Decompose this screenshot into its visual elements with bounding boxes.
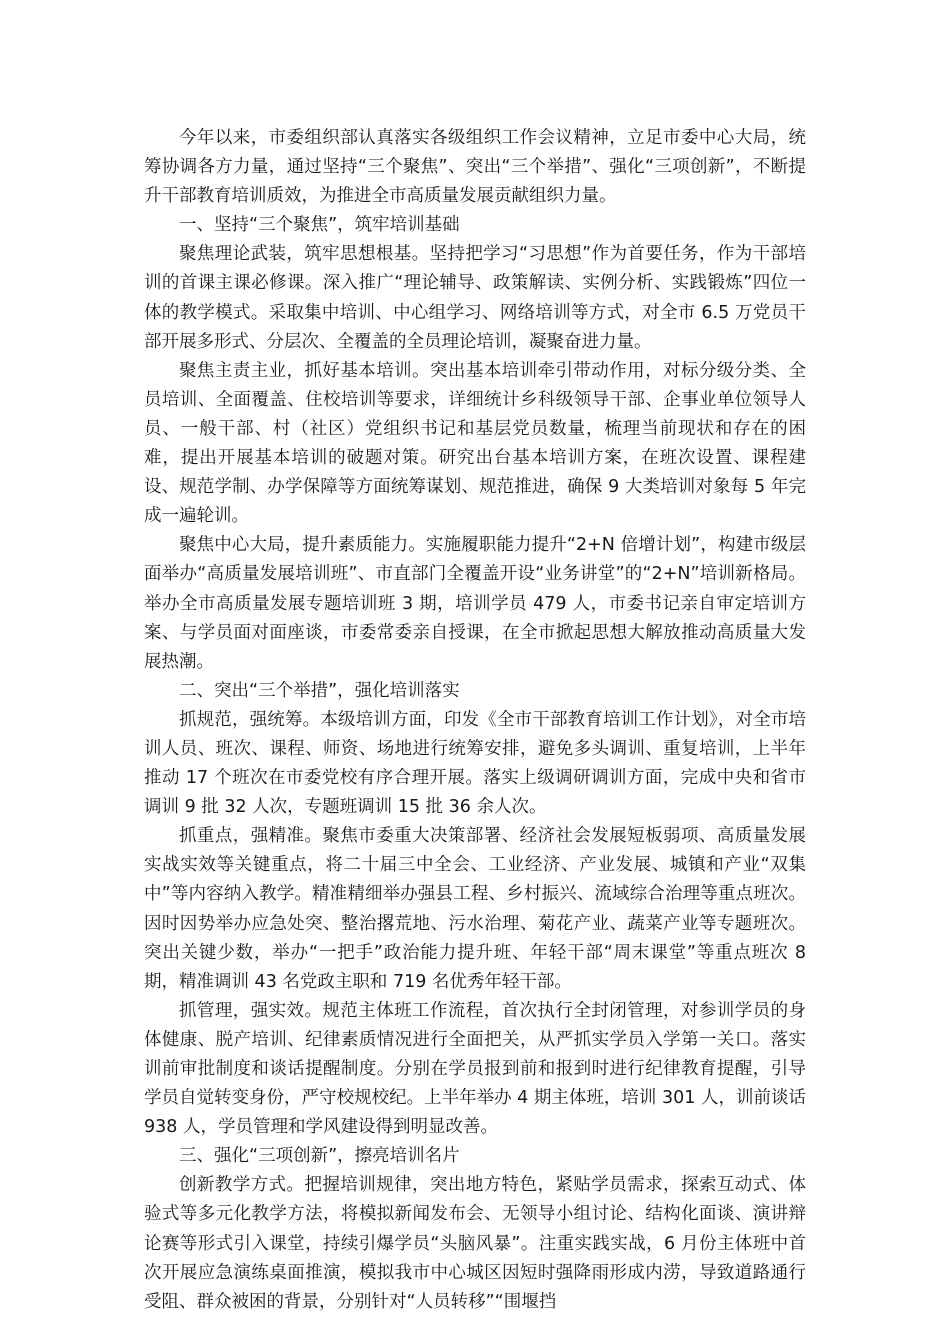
section-heading-1: 一、坚持“三个聚焦”，筑牢培训基础 bbox=[179, 215, 460, 236]
body-paragraph: 抓重点，强精准。聚焦市委重大决策部署、经济社会发展短板弱项、高质量发展实战实效等关键重点，将二十届三中全会、工业经济、产业发展、城镇和产业“双集中”等内容纳入教学。精准精细举办强县工程、乡村振兴、流域综合治理等重点班次。因时因势举办应急处突、整治撂荒地、污水治理、菊花产业、蔬菜产业等专题班次。突出关键少数，举办“一把手”政治能力提升班、年轻干部“周末课堂”等重点班次 8 期，精准调训 43 名党政主职和 719 名优秀年轻干部。 bbox=[144, 826, 806, 992]
section-heading-3: 三、强化“三项创新”，擦亮培训名片 bbox=[179, 1146, 460, 1167]
body-paragraph: 聚焦理论武装，筑牢思想根基。坚持把学习“习思想”作为首要任务，作为干部培训的首课主课必修课。深入推广“理论辅导、政策解读、实例分析、实践锻炼”四位一体的教学模式。采取集中培训、中心组学习、网络培训等方式，对全市 6.5 万党员干部开展多形式、分层次、全覆盖的全员理论培训，凝聚奋进力量。 bbox=[144, 244, 806, 352]
document-body bbox=[144, 124, 806, 1317]
intro-paragraph: 今年以来，市委组织部认真落实各级组织工作会议精神，立足市委中心大局，统筹协调各方力量，通过坚持“三个聚焦”、突出“三个举措”、强化“三项创新”，不断提升干部教育培训质效，为推进全市高质量发展贡献组织力量。 bbox=[144, 128, 806, 207]
body-paragraph: 聚焦主责主业，抓好基本培训。突出基本培训牵引带动作用，对标分级分类、全员培训、全面覆盖、住校培训等要求，详细统计乡科级领导干部、企事业单位领导人员、一般干部、村（社区）党组织书记和基层党员数量，梳理当前现状和存在的困难，提出开展基本培训的破题对策。研究出台基本培训方案，在班次设置、课程建设、规范学制、办学保障等方面统筹谋划、规范推进，确保 9 大类培训对象每 5 年完成一遍轮训。 bbox=[144, 360, 806, 527]
section-heading-2: 二、突出“三个举措”，强化培训落实 bbox=[179, 680, 460, 701]
body-paragraph: 创新教学方式。把握培训规律，突出地方特色，紧贴学员需求，探索互动式、体验式等多元化教学方法，将模拟新闻发布会、无领导小组讨论、结构化面谈、演讲辩论赛等形式引入课堂，持续引爆学员“头脑风暴”。注重实践实战，6 月份主体班中首次开展应急演练桌面推演，模拟我市中心城区因短时强降雨形成内涝，导致道路通行受阻、群众被困的背景，分别针对“人员转移”“围堰挡 bbox=[144, 1175, 806, 1312]
body-paragraph: 抓管理，强实效。规范主体班工作流程，首次执行全封闭管理，对参训学员的身体健康、脱产培训、纪律素质情况进行全面把关，从严抓实学员入学第一关口。落实训前审批制度和谈话提醒制度。分别在学员报到前和报到时进行纪律教育提醒，引导学员自觉转变身份，严守校规校纪。上半年举办 4 期主体班，培训 301 人，训前谈话 938 人，学员管理和学风建设得到明显改善。 bbox=[144, 1000, 806, 1138]
body-paragraph: 抓规范，强统筹。本级培训方面，印发《全市干部教育培训工作计划》，对全市培训人员、班次、课程、师资、场地进行统筹安排，避免多头调训、重复培训，上半年推动 17 个班次在市委党校有序合理开展。落实上级调研调训方面，完成中央和省市调训 9 批 32 人次，专题班调训 15 批 36 余人次。 bbox=[144, 709, 806, 818]
body-paragraph: 聚焦中心大局，提升素质能力。实施履职能力提升“2+N 倍增计划”，构建市级层面举办“高质量发展培训班”、市直部门全覆盖开设“业务讲堂”的“2+N”培训新格局。举办全市高质量发展专题培训班 3 期，培训学员 479 人，市委书记亲自审定培训方案、与学员面对面座谈，市委常委亲自授课，在全市掀起思想大解放推动高质量大发展热潮。 bbox=[144, 535, 806, 672]
